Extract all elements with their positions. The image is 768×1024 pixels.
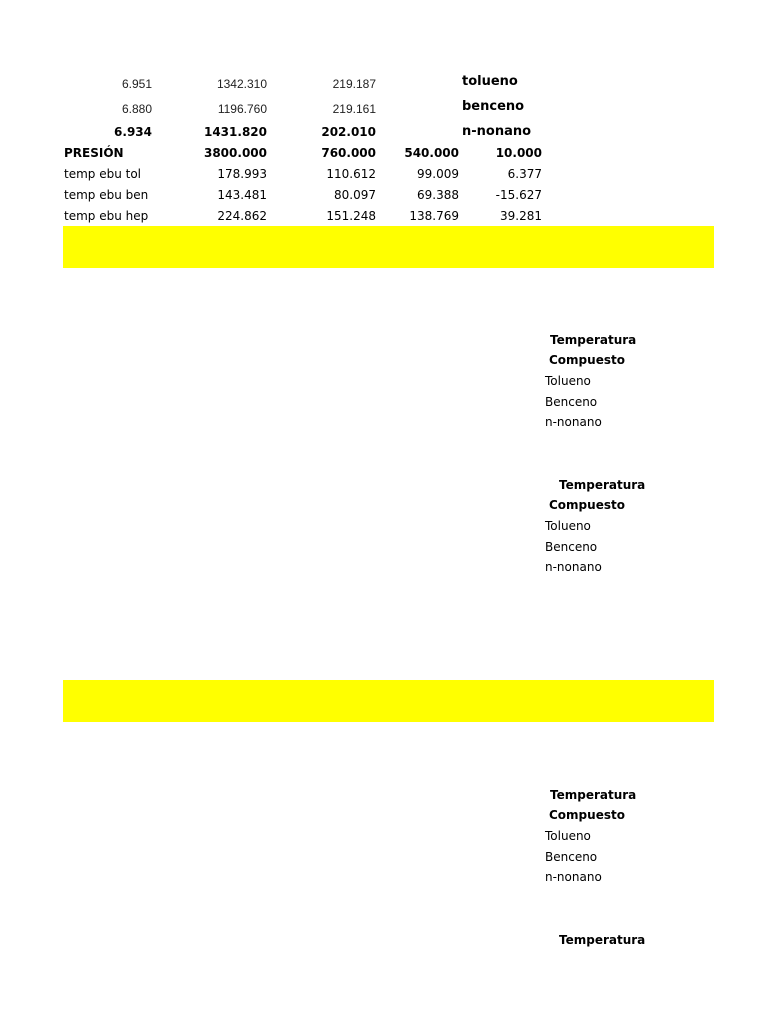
table-subheader: Compuesto xyxy=(549,808,625,822)
pressure-value-cell: 3800.000 xyxy=(203,146,267,160)
list-item: Benceno xyxy=(545,540,598,554)
table-header: Temperatura xyxy=(550,788,637,802)
table-header: Temperatura xyxy=(550,333,637,347)
compound-name-cell: benceno xyxy=(462,99,525,114)
antoine-a-cell: 6.951 xyxy=(121,77,152,91)
list-item: n-nonano xyxy=(545,560,602,574)
antoine-c-cell: 219.187 xyxy=(332,77,376,91)
highlight-band xyxy=(63,680,714,722)
temp-value-cell: 99.009 xyxy=(417,167,459,181)
antoine-b-cell: 1431.820 xyxy=(203,125,267,139)
temp-row-label: temp ebu tol xyxy=(64,167,142,181)
temp-value-cell: 138.769 xyxy=(409,209,459,223)
temp-value-cell: 80.097 xyxy=(334,188,376,202)
antoine-c-cell: 202.010 xyxy=(321,125,376,139)
temp-value-cell: 151.248 xyxy=(326,209,376,223)
list-item: Tolueno xyxy=(545,519,591,533)
temp-value-cell: 178.993 xyxy=(217,167,267,181)
list-item: Tolueno xyxy=(545,374,591,388)
temp-value-cell: 224.862 xyxy=(217,209,267,223)
pressure-value-cell: 540.000 xyxy=(404,146,459,160)
table-subheader: Compuesto xyxy=(549,498,625,512)
temp-row-label: temp ebu hep xyxy=(64,209,149,223)
list-item: n-nonano xyxy=(545,870,602,884)
pressure-value-cell: 10.000 xyxy=(495,146,542,160)
antoine-b-cell: 1196.760 xyxy=(217,102,267,116)
pressure-label: PRESIÓN xyxy=(64,146,124,160)
table-header: Temperatura xyxy=(559,933,646,947)
table-subheader: Compuesto xyxy=(549,353,625,367)
compound-name-cell: tolueno xyxy=(462,74,518,89)
antoine-b-cell: 1342.310 xyxy=(216,77,267,91)
list-item: Benceno xyxy=(545,395,598,409)
temp-value-cell: 39.281 xyxy=(500,209,542,223)
antoine-c-cell: 219.161 xyxy=(332,102,376,116)
temp-value-cell: 110.612 xyxy=(326,167,376,181)
compound-name-cell: n-nonano xyxy=(462,124,532,139)
list-item: Tolueno xyxy=(545,829,591,843)
table-header: Temperatura xyxy=(559,478,646,492)
highlight-band xyxy=(63,226,714,268)
temp-value-cell: 69.388 xyxy=(417,188,459,202)
antoine-a-cell: 6.880 xyxy=(121,102,152,116)
antoine-a-cell: 6.934 xyxy=(114,125,152,139)
temp-row-label: temp ebu ben xyxy=(64,188,149,202)
pressure-value-cell: 760.000 xyxy=(321,146,376,160)
temp-value-cell: 143.481 xyxy=(217,188,267,202)
temp-value-cell: 6.377 xyxy=(507,167,542,181)
temp-value-cell: -15.627 xyxy=(495,188,542,202)
list-item: Benceno xyxy=(545,850,598,864)
list-item: n-nonano xyxy=(545,415,602,429)
